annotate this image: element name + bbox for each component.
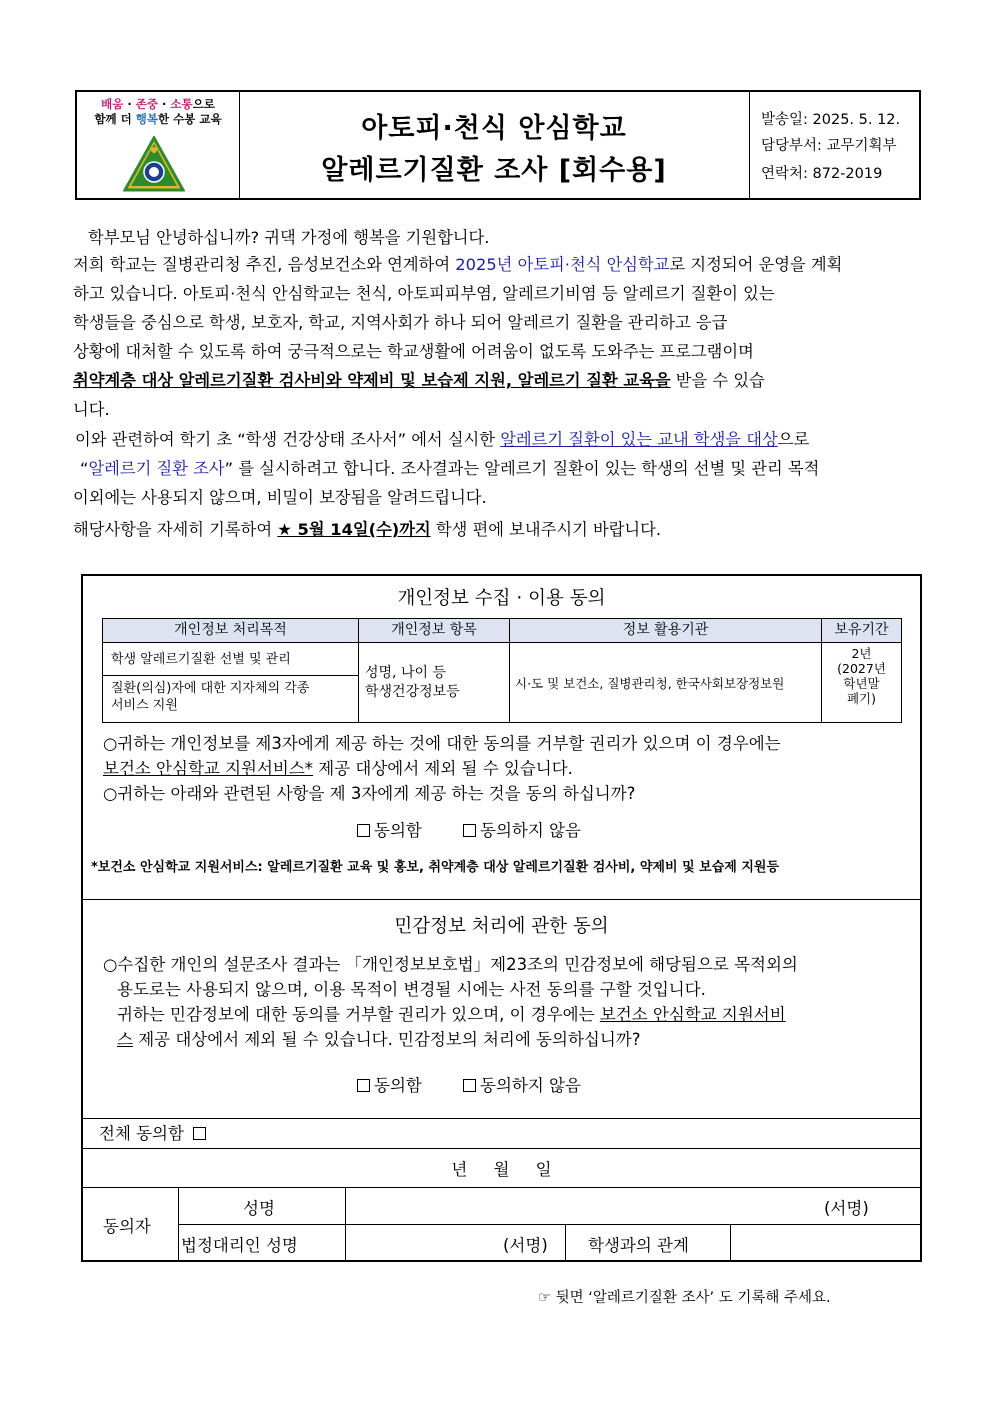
paragraph-line: 저희 학교는 질병관리청 추진, 음성보건소와 연계하여 2025년 아토피·천식 안심학교로 지정되어 운영을 계획 [73,255,843,274]
relation-label: 학생과의 관계 [588,1236,689,1255]
name-label: 성명 [243,1199,275,1218]
personal-info-consent-title: 개인정보 수집 · 이용 동의 [397,588,606,609]
deadline-line: 해당사항을 자세히 기록하여 ★ 5월 14일(수)까지 학생 편에 보내주시기 바랍니다. [73,520,662,539]
table-header-retention: 보유기간 [822,619,901,643]
target-students-highlight: 알레르기 질환이 있는 교내 학생을 대상 [500,430,778,449]
table-cell-agencies: 시·도 및 보건소, 질병관리청, 한국사회보장정보원 [515,676,785,691]
guardian-name-label: 법정대리인 성명 [181,1236,298,1255]
table-cell-retention: 2년 (2027년 학년말 폐기) [837,646,886,706]
table-cell-purpose-1: 학생 알레르기질환 선별 및 관리 [111,652,291,667]
table-header-items: 개인정보 항목 [359,619,510,643]
contact-number: 연락처: 872-2019 [761,166,883,182]
agree-option-third-party[interactable]: 동의함 [357,819,422,843]
consenter-label: 동의자 [103,1217,151,1236]
paragraph-line: 이외에는 사용되지 않으며, 비밀이 보장됨을 알려드립니다. [73,488,487,507]
third-party-notice-line1: ○귀하는 개인정보를 제3자에게 제공 하는 것에 대한 동의를 거부할 권리가 있으며 이 경우에는 [103,734,781,753]
relation-field[interactable] [731,1225,919,1259]
checkbox-icon[interactable] [463,824,476,837]
table-cell-items-line1: 성명, 나이 등 [365,665,446,681]
motto-word-learning: 배움 [101,97,124,111]
agree-option-sensitive[interactable]: 동의함 [357,1074,422,1098]
info-cell [749,92,919,198]
checkbox-icon[interactable] [357,824,370,837]
program-name-highlight: 2025년 아토피·천식 안심학교 [455,255,670,274]
document-title-line-1: 아토피·천식 안심학교 [361,113,627,144]
title-cell [239,92,750,198]
table-cell-purpose-2-line1: 질환(의심)자에 대한 지자체의 각종 [111,681,310,696]
support-benefits-text: 취약계층 대상 알레르기질환 검사비와 약제비 및 보습제 지원, 알레르기 질환 교육을 [73,371,671,390]
guardian-signature-placeholder: (서명) [503,1236,548,1255]
table-cell-items-line2: 학생건강정보등 [365,684,460,700]
table-header-purpose: 개인정보 처리목적 [103,619,359,643]
support-service-footnote: *보건소 안심학교 지원서비스: 알레르기질환 교육 및 홍보, 취약계층 대상 알레르기질환 검사비, 약제비 및 보습제 지원등 [91,860,780,875]
third-party-notice-line2: 보건소 안심학교 지원서비스* 제공 대상에서 제외 될 수 있습니다. [103,759,573,778]
paragraph-line: 학생들을 중심으로 학생, 보호자, 학교, 지역사회가 하나 되어 알레르기 질환을 관리하고 응급 [73,313,728,332]
motto-word-communication: 소통 [170,97,193,111]
name-field[interactable] [346,1188,886,1224]
sensitive-info-consent-title: 민감정보 처리에 관한 동의 [394,916,609,937]
deadline-highlight: ★ 5월 14일(수)까지 [277,520,431,539]
personal-info-table [102,618,902,723]
paragraph-line: 니다. [73,400,110,419]
greeting-line: 학부모님 안녕하십니까? 귀댁 가정에 행복을 기원합니다. [88,228,490,247]
issue-date: 발송일: 2025. 5. 12. [761,112,901,128]
school-motto-cell [77,92,240,198]
disagree-option-third-party[interactable]: 동의하지 않음 [463,819,581,843]
checkbox-icon[interactable] [357,1079,370,1092]
table-cell-purpose-2-line2: 서비스 지원 [111,698,178,713]
sensitive-notice-line2: 용도로는 사용되지 않으며, 이용 목적이 변경될 시에는 사전 동의를 구할 것입니다. [117,980,706,999]
paragraph-line: 취약계층 대상 알레르기질환 검사비와 약제비 및 보습제 지원, 알레르기 질환 교육을 받을 수 있습 [73,371,765,390]
sensitive-notice-line3: 귀하는 민감정보에 대한 동의를 거부할 권리가 있으며, 이 경우에는 보건소 안심학교 지원서비 [117,1005,786,1024]
table-header-agencies: 정보 활용기관 [510,619,822,643]
department: 담당부서: 교무기획부 [761,138,897,154]
back-page-reminder: ☞ 뒷면 ‘알레르기질환 조사’ 도 기록해 주세요. [538,1290,831,1306]
motto-word-respect: 존중 [135,97,158,111]
checkbox-icon[interactable] [193,1127,206,1140]
sensitive-notice-line1: ○수집한 개인의 설문조사 결과는 「개인정보보호법」제23조의 민감정보에 해당됨으로 목적외의 [103,955,798,974]
survey-name-highlight: 알레르기 질환 조사 [88,459,225,478]
sensitive-notice-line4: 스 제공 대상에서 제외 될 수 있습니다. 민감정보의 처리에 동의하십니까? [117,1030,641,1049]
consent-form [81,574,922,1262]
date-line: 년 월 일 [451,1160,552,1179]
checkbox-icon[interactable] [463,1079,476,1092]
motto-word-happiness: 행복 [135,112,158,126]
motto-line-2: 함께 더 행복한 수봉 교육 [94,112,222,126]
all-agree-option[interactable]: 전체 동의함 [99,1122,210,1146]
paragraph-line: 상황에 대처할 수 있도록 하여 궁극적으로는 학교생활에 어려움이 없도록 도와주는 프로그램이며 [73,342,754,361]
school-logo-icon [123,136,185,194]
document-title-line-2: 알레르기질환 조사 [회수용] [321,155,667,186]
paragraph-line: “알레르기 질환 조사” 를 실시하려고 합니다. 조사결과는 알레르기 질환이 있는 학생의 선별 및 관리 목적 [80,459,820,478]
name-signature-placeholder: (서명) [824,1199,869,1218]
paragraph-line: 하고 있습니다. 아토피·천식 안심학교는 천식, 아토피피부염, 알레르기비염 등 알레르기 질환이 있는 [73,284,775,303]
paragraph-line: 이와 관련하여 학기 초 “학생 건강상태 조사서” 에서 실시한 알레르기 질환이 있는 교내 학생을 대상으로 [75,430,810,449]
motto-line-1: 배움 · 존중 · 소통으로 [101,97,215,111]
third-party-question: ○귀하는 아래와 관련된 사항을 제 3자에게 제공 하는 것을 동의 하십니까? [103,784,636,803]
disagree-option-sensitive[interactable]: 동의하지 않음 [463,1074,581,1098]
document-header [75,90,921,200]
